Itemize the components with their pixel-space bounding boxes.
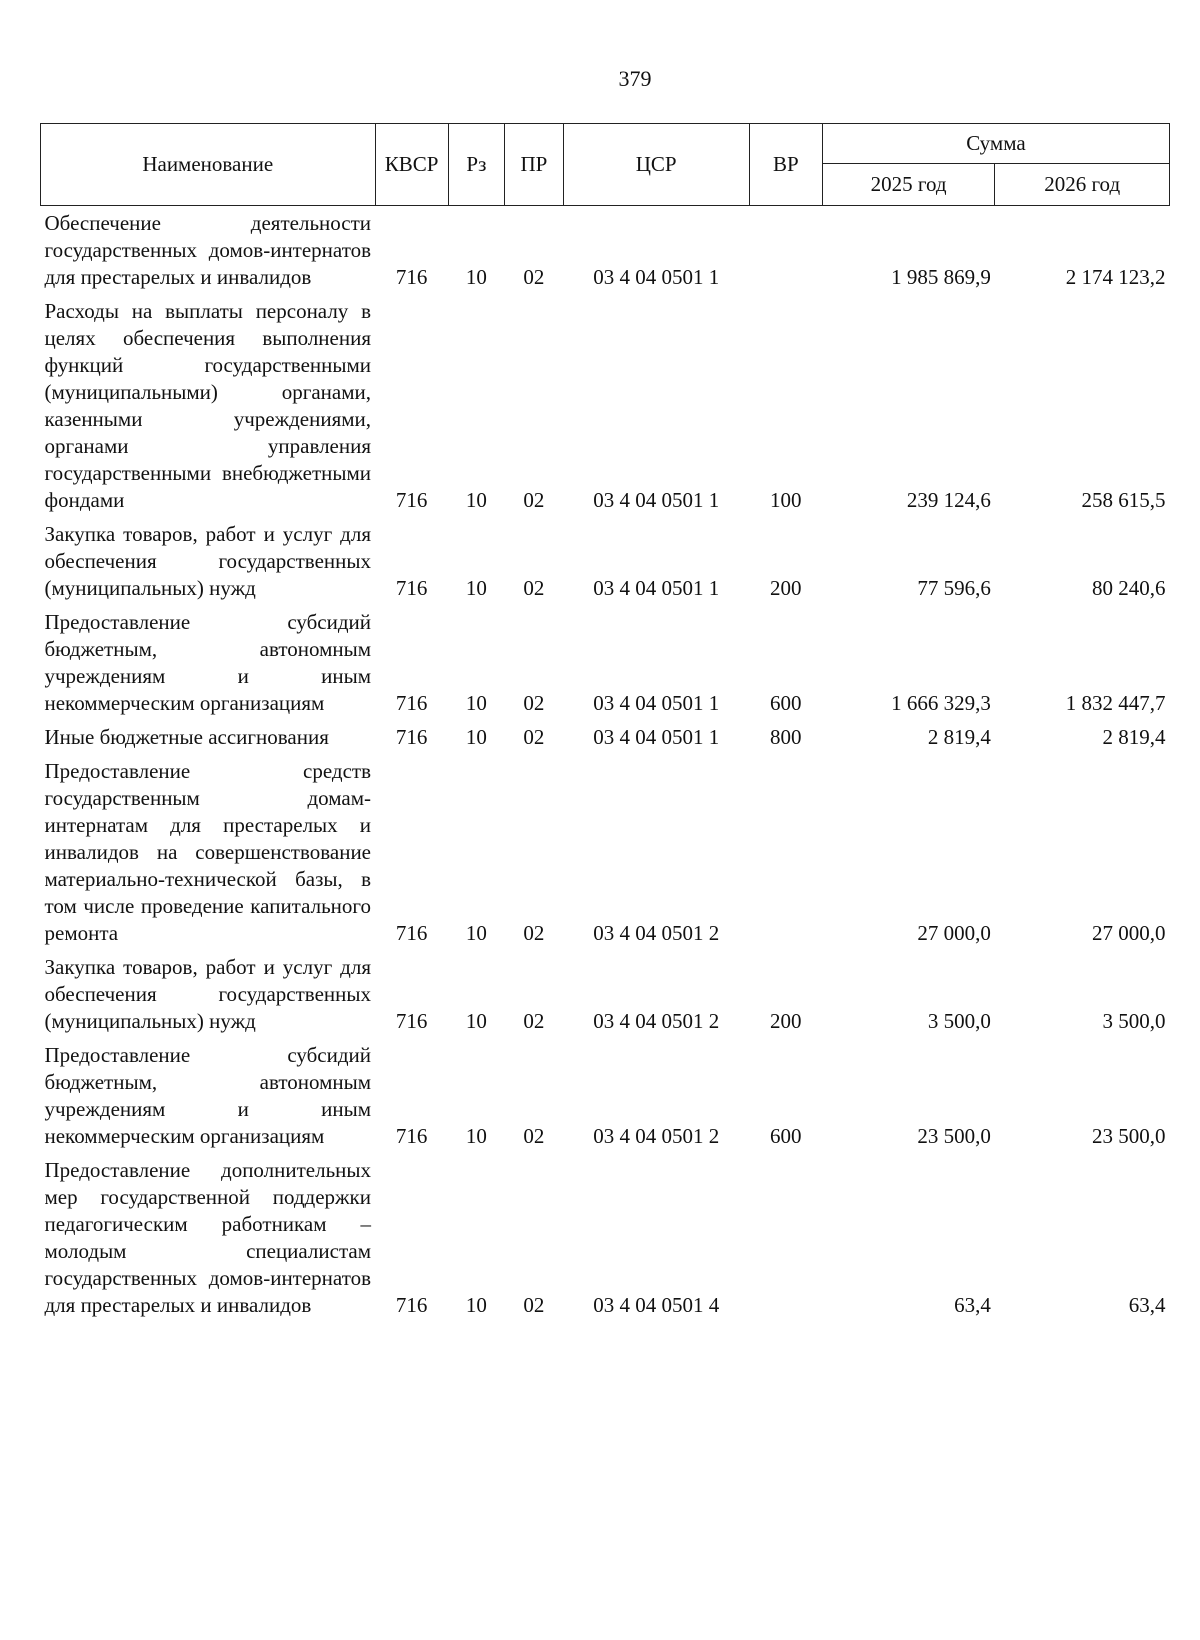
row-rz: 10 xyxy=(465,1009,487,1033)
row-kvsr: 716 xyxy=(395,488,428,512)
row-vr: 600 xyxy=(770,691,802,715)
header-year-2025: 2025 год xyxy=(822,164,994,206)
row-vr: 200 xyxy=(770,576,802,600)
row-kvsr: 716 xyxy=(395,691,428,715)
row-name: Закупка товаров, работ и услуг для обеспечения государственных (муниципальных) нужд xyxy=(44,955,372,1033)
row-amount-2026: 23 500,0 xyxy=(1092,1124,1166,1148)
row-pr: 02 xyxy=(523,921,545,945)
row-vr xyxy=(749,206,822,295)
table-row xyxy=(41,294,1170,517)
row-amount-2025: 3 500,0 xyxy=(927,1009,991,1033)
row-amount-2025: 77 596,6 xyxy=(917,576,991,600)
table-row xyxy=(41,517,1170,605)
row-rz: 10 xyxy=(465,1124,487,1148)
row-amount-2025: 239 124,6 xyxy=(906,488,991,512)
row-vr xyxy=(749,1153,822,1322)
row-rz: 10 xyxy=(465,265,487,289)
row-kvsr: 716 xyxy=(395,576,428,600)
header-kvsr: КВСР xyxy=(375,124,448,206)
budget-table xyxy=(40,123,1170,1322)
header-sum: Сумма xyxy=(822,124,1169,164)
row-name: Иные бюджетные ассигнования xyxy=(44,725,329,749)
row-pr: 02 xyxy=(523,691,545,715)
row-kvsr: 716 xyxy=(395,1009,428,1033)
row-csr: 03 4 04 0501 1 xyxy=(593,691,720,715)
header-rz: Рз xyxy=(448,124,504,206)
row-rz: 10 xyxy=(465,576,487,600)
row-rz: 10 xyxy=(465,691,487,715)
table-row xyxy=(41,1038,1170,1153)
row-pr: 02 xyxy=(523,725,545,749)
row-rz: 10 xyxy=(465,1293,487,1317)
row-name: Расходы на выплаты персоналу в целях обеспечения выполнения функций государственными (муниципальными) органами, казенными учреждениями, органами управления государственными внебюджетными фондами xyxy=(44,299,372,512)
row-amount-2026: 2 174 123,2 xyxy=(1065,265,1166,289)
row-csr: 03 4 04 0501 1 xyxy=(593,576,720,600)
row-rz: 10 xyxy=(465,725,487,749)
row-pr: 02 xyxy=(523,1009,545,1033)
table-row xyxy=(41,720,1170,754)
header-year-2026: 2026 год xyxy=(995,164,1170,206)
row-amount-2026: 2 819,4 xyxy=(1102,725,1166,749)
row-amount-2025: 2 819,4 xyxy=(927,725,991,749)
row-amount-2026: 258 615,5 xyxy=(1081,488,1166,512)
row-pr: 02 xyxy=(523,265,545,289)
row-amount-2026: 3 500,0 xyxy=(1102,1009,1166,1033)
row-amount-2026: 1 832 447,7 xyxy=(1065,691,1166,715)
row-name: Предоставление субсидий бюджетным, автономным учреждениям и иным некоммерческим организациям xyxy=(44,610,372,715)
row-csr: 03 4 04 0501 1 xyxy=(593,725,720,749)
row-amount-2025: 1 985 869,9 xyxy=(891,265,991,289)
row-pr: 02 xyxy=(523,1124,545,1148)
row-amount-2026: 27 000,0 xyxy=(1092,921,1166,945)
row-vr: 100 xyxy=(770,488,802,512)
row-pr: 02 xyxy=(523,488,545,512)
row-name: Обеспечение деятельности государственных домов-интернатов для престарелых и инвалидов xyxy=(44,211,372,289)
table-row xyxy=(41,605,1170,720)
row-vr xyxy=(749,754,822,950)
row-amount-2026: 63,4 xyxy=(1128,1293,1166,1317)
table-row xyxy=(41,950,1170,1038)
row-csr: 03 4 04 0501 1 xyxy=(593,265,720,289)
table-row xyxy=(41,754,1170,950)
page-number: 379 xyxy=(618,66,652,91)
row-rz: 10 xyxy=(465,488,487,512)
row-csr: 03 4 04 0501 2 xyxy=(593,1124,720,1148)
row-amount-2025: 23 500,0 xyxy=(917,1124,991,1148)
row-vr: 600 xyxy=(770,1124,802,1148)
row-amount-2026: 80 240,6 xyxy=(1092,576,1166,600)
row-name: Предоставление средств государственным домам-интернатам для престарелых и инвалидов на совершенствование материально-технической базы, в том числе проведение капитального ремонта xyxy=(44,759,372,945)
table-header xyxy=(41,124,1170,206)
row-csr: 03 4 04 0501 4 xyxy=(593,1293,720,1317)
row-amount-2025: 27 000,0 xyxy=(917,921,991,945)
header-csr: ЦСР xyxy=(563,124,749,206)
row-kvsr: 716 xyxy=(395,265,428,289)
header-name: Наименование xyxy=(41,124,376,206)
row-kvsr: 716 xyxy=(395,1293,428,1317)
table-row xyxy=(41,1153,1170,1322)
row-name: Закупка товаров, работ и услуг для обеспечения государственных (муниципальных) нужд xyxy=(44,522,372,600)
table-row xyxy=(41,206,1170,295)
row-amount-2025: 63,4 xyxy=(954,1293,991,1317)
row-vr: 800 xyxy=(770,725,802,749)
row-kvsr: 716 xyxy=(395,921,428,945)
table-body xyxy=(41,206,1170,1323)
row-csr: 03 4 04 0501 2 xyxy=(593,921,720,945)
header-pr: ПР xyxy=(505,124,564,206)
row-kvsr: 716 xyxy=(395,725,428,749)
row-name: Предоставление субсидий бюджетным, автономным учреждениям и иным некоммерческим организациям xyxy=(44,1043,372,1148)
row-pr: 02 xyxy=(523,576,545,600)
header-vr: ВР xyxy=(749,124,822,206)
row-name: Предоставление дополнительных мер государственной поддержки педагогическим работникам – молодым специалистам государственных домов-интернатов для престарелых и инвалидов xyxy=(44,1158,372,1317)
row-kvsr: 716 xyxy=(395,1124,428,1148)
row-csr: 03 4 04 0501 1 xyxy=(593,488,720,512)
row-vr: 200 xyxy=(770,1009,802,1033)
row-rz: 10 xyxy=(465,921,487,945)
row-pr: 02 xyxy=(523,1293,545,1317)
row-csr: 03 4 04 0501 2 xyxy=(593,1009,720,1033)
row-amount-2025: 1 666 329,3 xyxy=(891,691,991,715)
